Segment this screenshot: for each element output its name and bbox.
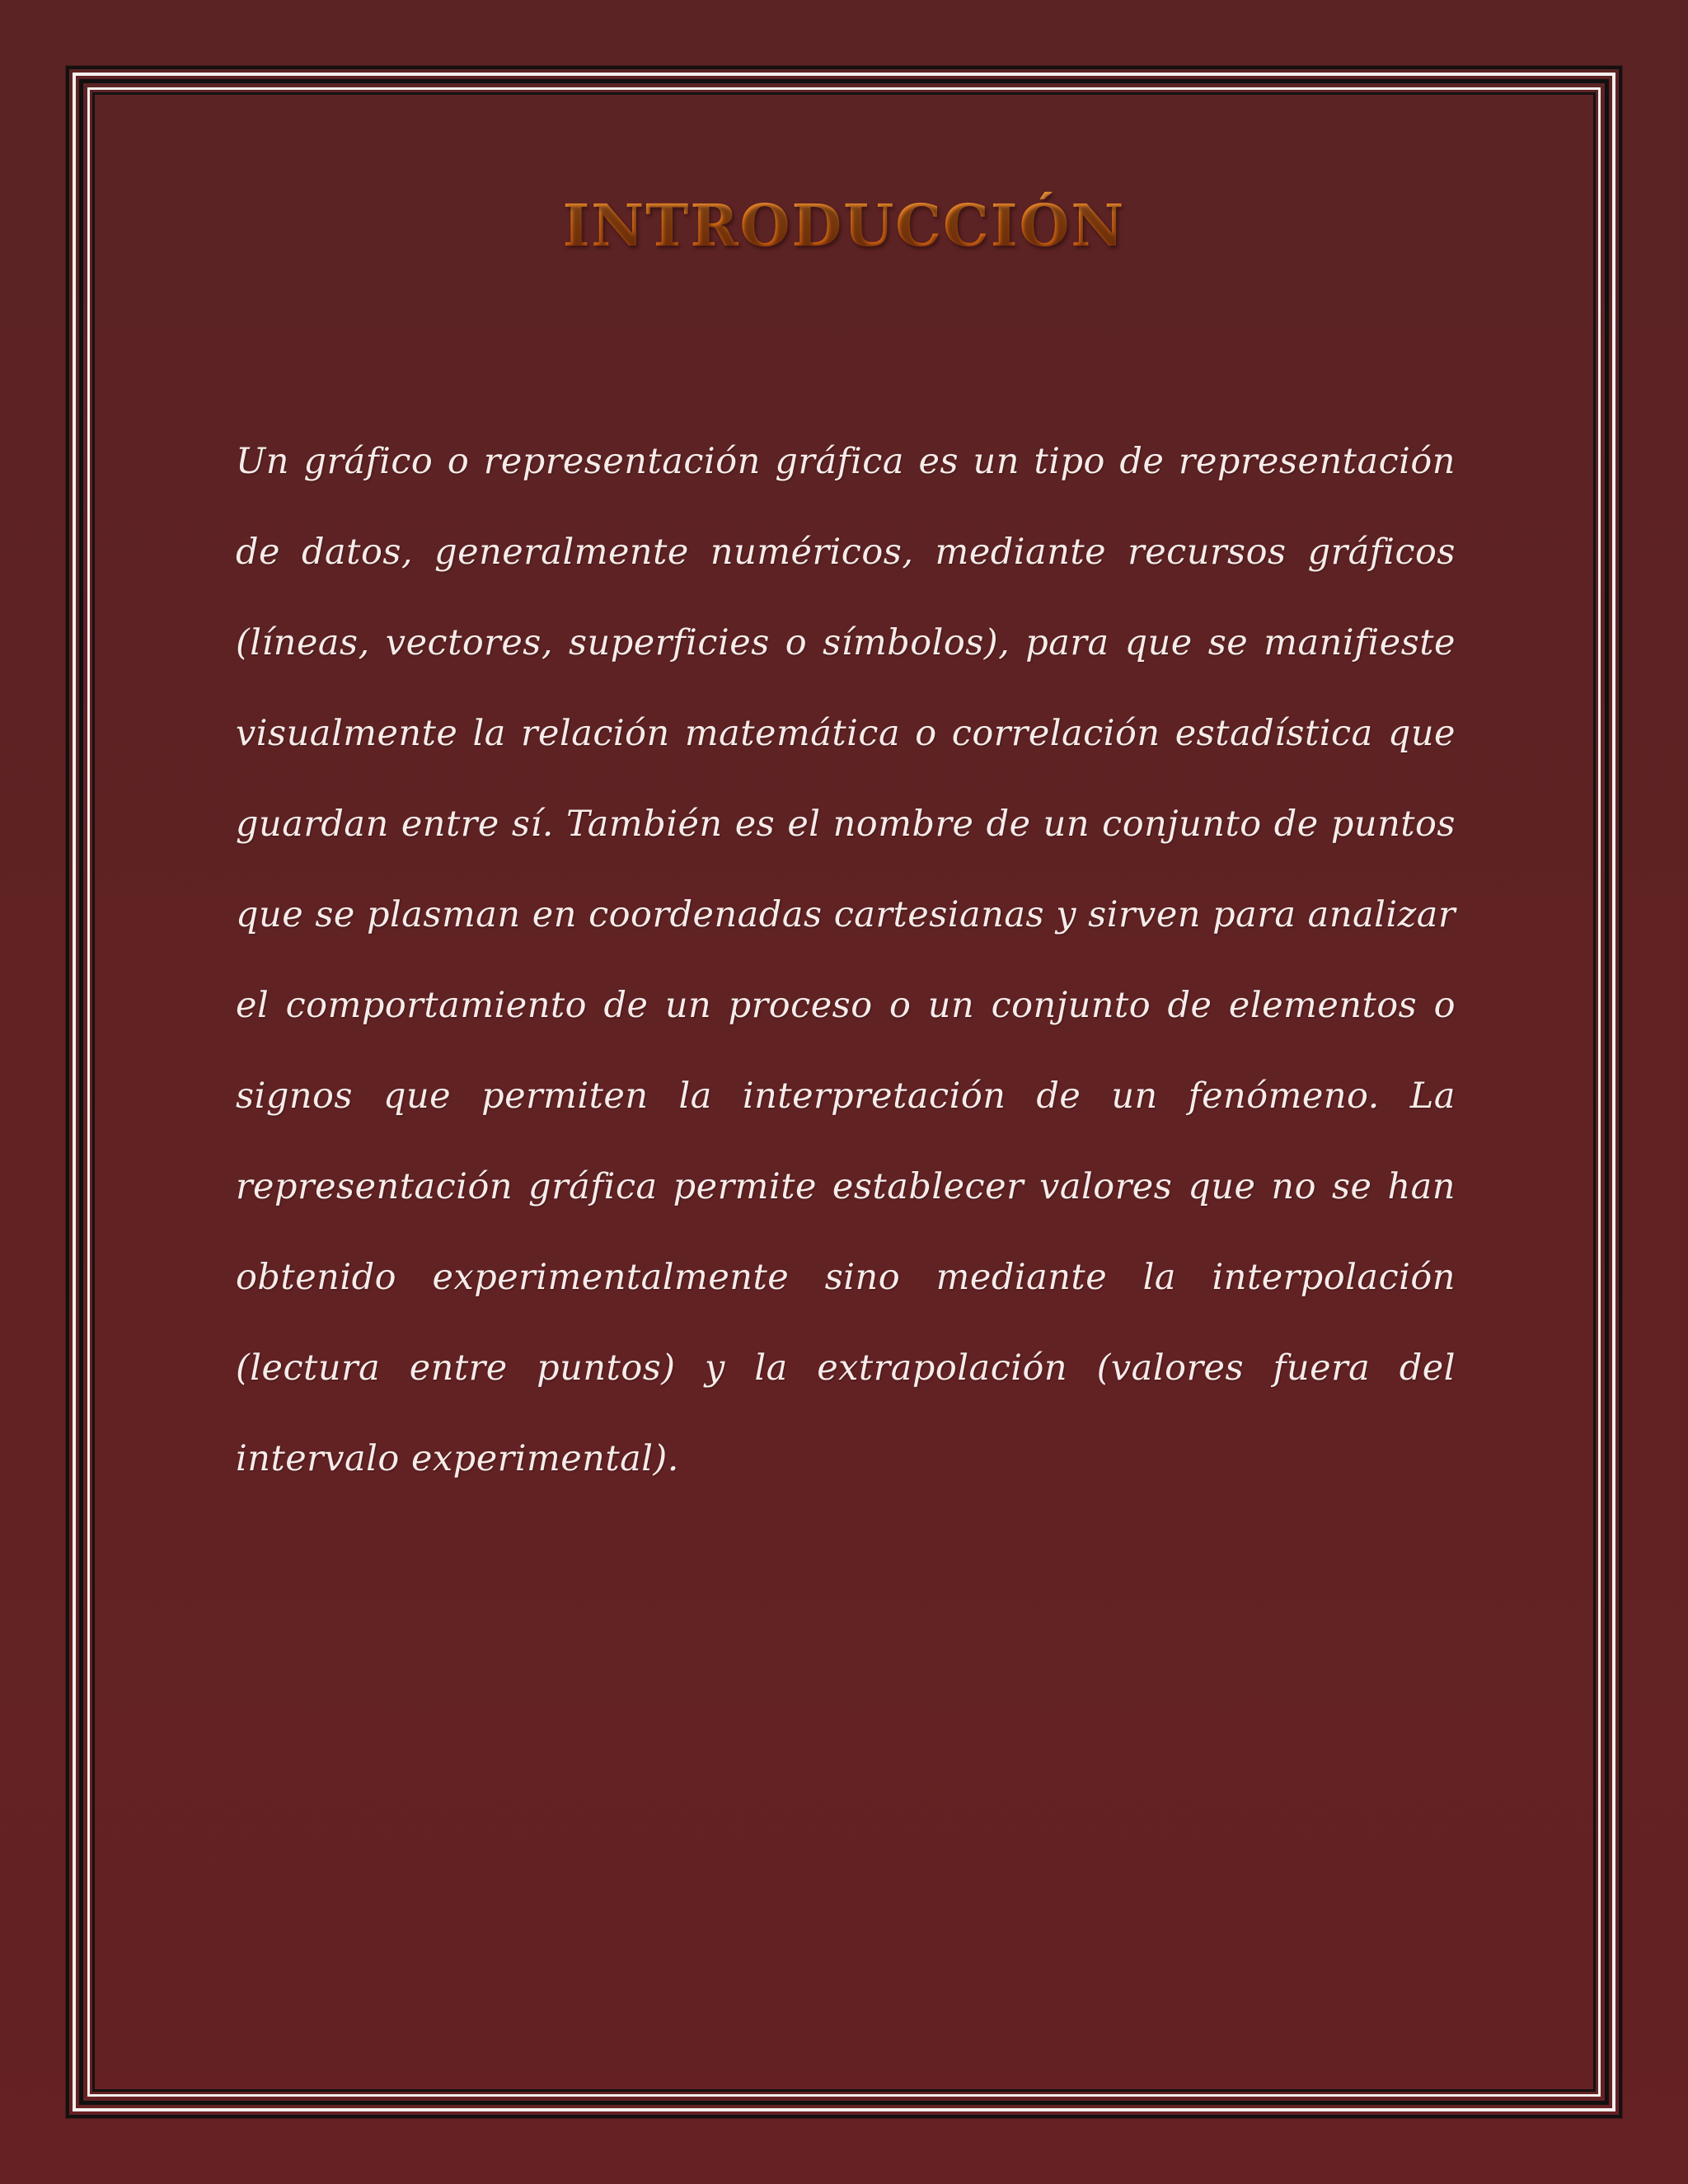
introduction-paragraph: Un gráfico o representación gráfica es un tipo de representación de datos, generalmente numéricos, mediante recursos gráficos (líneas, vectores, superficies o símbolos), para que se manifieste visualmente la relación matemática o correlación estadística que guardan entre sí. También es el nombre de un conjunto de puntos que se plasman en coordenadas cartesianas y sirven para analizar el comportamiento de un proceso o un conjunto de elementos o signos que permiten la interpretación de un fenómeno. La representación gráfica permite establecer valores que no se han obtenido experimentalmente sino mediante la interpolación (lectura entre puntos) y la extrapolación (valores fuera del intervalo experimental). [236,441,1456,1479]
page-title: INTRODUCCIÓN [0,191,1688,260]
